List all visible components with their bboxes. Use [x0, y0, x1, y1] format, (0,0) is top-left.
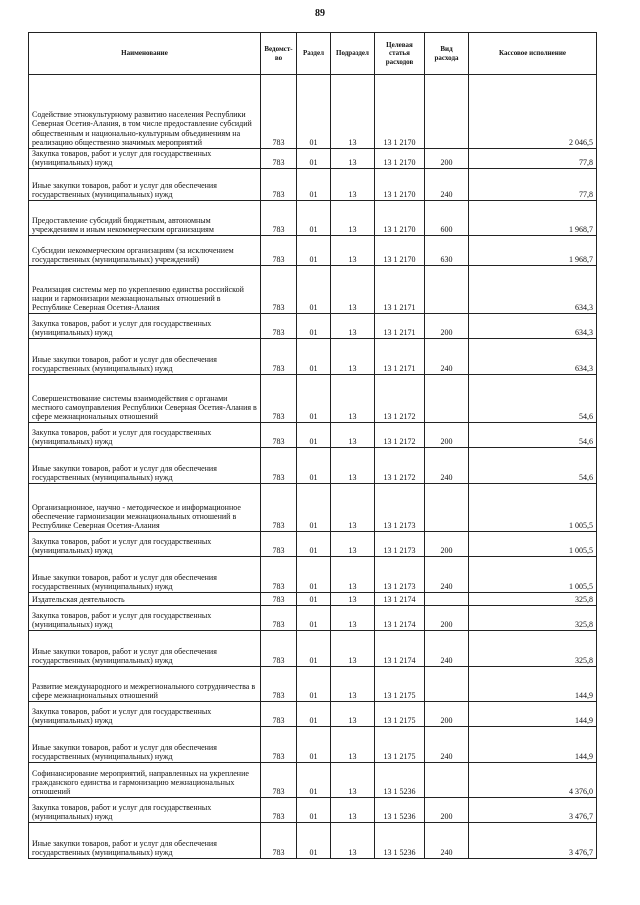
- row-execution-amount: 54,6: [469, 448, 597, 484]
- table-row: [29, 593, 597, 606]
- row-subsection: 13: [331, 75, 375, 149]
- row-expense-type: [425, 75, 469, 149]
- row-target-article: 13 1 2175: [375, 702, 425, 727]
- row-expense-type: 200: [425, 798, 469, 823]
- row-execution-amount: 1 005,5: [469, 532, 597, 557]
- row-section: 01: [297, 375, 331, 423]
- row-expense-type: 200: [425, 149, 469, 169]
- row-department: 783: [261, 763, 297, 798]
- row-section: 01: [297, 631, 331, 667]
- row-department: 783: [261, 339, 297, 375]
- row-section: 01: [297, 236, 331, 266]
- row-section: 01: [297, 266, 331, 314]
- table-row: [29, 532, 597, 557]
- table-row: [29, 631, 597, 667]
- table-row: [29, 606, 597, 631]
- row-execution-amount: 54,6: [469, 423, 597, 448]
- row-execution-amount: 1 005,5: [469, 484, 597, 532]
- row-department: 783: [261, 823, 297, 859]
- row-expense-type: [425, 763, 469, 798]
- row-subsection: 13: [331, 201, 375, 236]
- row-expense-type: 240: [425, 339, 469, 375]
- row-subsection: 13: [331, 448, 375, 484]
- row-name: Закупка товаров, работ и услуг для государственных (муниципальных) нужд: [29, 606, 261, 631]
- row-execution-amount: 1 968,7: [469, 236, 597, 266]
- table-row: [29, 236, 597, 266]
- row-expense-type: 240: [425, 169, 469, 201]
- table-row: [29, 201, 597, 236]
- row-subsection: 13: [331, 593, 375, 606]
- row-expense-type: 200: [425, 606, 469, 631]
- table-row: [29, 169, 597, 201]
- row-name: Софинансирование мероприятий, направленных на укрепление гражданского единства и гармонизацию межнациональных отношений: [29, 763, 261, 798]
- row-section: 01: [297, 823, 331, 859]
- row-subsection: 13: [331, 149, 375, 169]
- row-name: Развитие международного и межрегионального сотрудничества в сфере межнациональных отношений: [29, 667, 261, 702]
- table-row: [29, 314, 597, 339]
- row-subsection: 13: [331, 631, 375, 667]
- row-execution-amount: 2 046,5: [469, 75, 597, 149]
- row-subsection: 13: [331, 557, 375, 593]
- row-name: Субсидии некоммерческим организациям (за исключением государственных (муниципальных) учреждений): [29, 236, 261, 266]
- row-section: 01: [297, 448, 331, 484]
- row-execution-amount: 1 968,7: [469, 201, 597, 236]
- row-subsection: 13: [331, 823, 375, 859]
- row-department: 783: [261, 314, 297, 339]
- row-name: Иные закупки товаров, работ и услуг для обеспечения государственных (муниципальных) нужд: [29, 823, 261, 859]
- row-execution-amount: 54,6: [469, 375, 597, 423]
- row-name: Иные закупки товаров, работ и услуг для обеспечения государственных (муниципальных) нужд: [29, 448, 261, 484]
- row-execution-amount: 634,3: [469, 266, 597, 314]
- table-row: [29, 727, 597, 763]
- table-row: [29, 667, 597, 702]
- row-section: 01: [297, 593, 331, 606]
- table-row: [29, 423, 597, 448]
- row-department: 783: [261, 606, 297, 631]
- row-name: Закупка товаров, работ и услуг для государственных (муниципальных) нужд: [29, 798, 261, 823]
- table-row: [29, 484, 597, 532]
- row-target-article: 13 1 2174: [375, 631, 425, 667]
- row-execution-amount: 144,9: [469, 667, 597, 702]
- table-row: [29, 823, 597, 859]
- table-row: [29, 798, 597, 823]
- row-expense-type: 200: [425, 532, 469, 557]
- row-department: 783: [261, 375, 297, 423]
- row-expense-type: [425, 484, 469, 532]
- row-subsection: 13: [331, 339, 375, 375]
- row-name: Иные закупки товаров, работ и услуг для обеспечения государственных (муниципальных) нужд: [29, 339, 261, 375]
- row-department: 783: [261, 75, 297, 149]
- row-department: 783: [261, 201, 297, 236]
- table-row: [29, 763, 597, 798]
- row-department: 783: [261, 532, 297, 557]
- row-section: 01: [297, 423, 331, 448]
- row-execution-amount: 144,9: [469, 727, 597, 763]
- header-subsection: Подраздел: [331, 33, 375, 75]
- table-row: [29, 149, 597, 169]
- row-department: 783: [261, 149, 297, 169]
- row-department: 783: [261, 631, 297, 667]
- row-section: 01: [297, 557, 331, 593]
- row-target-article: 13 1 5236: [375, 798, 425, 823]
- row-execution-amount: 3 476,7: [469, 798, 597, 823]
- row-expense-type: 240: [425, 557, 469, 593]
- row-target-article: 13 1 5236: [375, 763, 425, 798]
- row-target-article: 13 1 2170: [375, 201, 425, 236]
- row-name: Иные закупки товаров, работ и услуг для обеспечения государственных (муниципальных) нужд: [29, 631, 261, 667]
- row-department: 783: [261, 798, 297, 823]
- row-subsection: 13: [331, 702, 375, 727]
- row-section: 01: [297, 532, 331, 557]
- row-subsection: 13: [331, 423, 375, 448]
- row-execution-amount: 1 005,5: [469, 557, 597, 593]
- row-name: Реализация системы мер по укреплению единства российской нации и гармонизации межнациональных отношений в Республике Северная Осетия-Алания: [29, 266, 261, 314]
- row-execution-amount: 4 376,0: [469, 763, 597, 798]
- row-section: 01: [297, 727, 331, 763]
- row-execution-amount: 325,8: [469, 593, 597, 606]
- row-name: Закупка товаров, работ и услуг для государственных (муниципальных) нужд: [29, 149, 261, 169]
- row-name: Закупка товаров, работ и услуг для государственных (муниципальных) нужд: [29, 423, 261, 448]
- row-target-article: 13 1 2170: [375, 236, 425, 266]
- row-department: 783: [261, 448, 297, 484]
- row-section: 01: [297, 75, 331, 149]
- budget-execution-table: [28, 32, 597, 859]
- row-execution-amount: 77,8: [469, 149, 597, 169]
- row-target-article: 13 1 2171: [375, 266, 425, 314]
- row-subsection: 13: [331, 532, 375, 557]
- row-name: Предоставление субсидий бюджетным, автономным учреждениям и иным некоммерческим организациям: [29, 201, 261, 236]
- header-execution: Кассовое исполнение: [469, 33, 597, 75]
- row-expense-type: [425, 593, 469, 606]
- row-target-article: 13 1 2172: [375, 375, 425, 423]
- header-target-article: Целевая статья расходов: [375, 33, 425, 75]
- header-name: Наименование: [29, 33, 261, 75]
- row-section: 01: [297, 149, 331, 169]
- row-expense-type: 240: [425, 823, 469, 859]
- row-department: 783: [261, 266, 297, 314]
- row-execution-amount: 77,8: [469, 169, 597, 201]
- table-header-row: [29, 33, 597, 75]
- header-expense-type: Вид расхода: [425, 33, 469, 75]
- row-section: 01: [297, 667, 331, 702]
- row-target-article: 13 1 5236: [375, 823, 425, 859]
- row-department: 783: [261, 169, 297, 201]
- row-department: 783: [261, 667, 297, 702]
- row-expense-type: 240: [425, 448, 469, 484]
- row-section: 01: [297, 606, 331, 631]
- row-target-article: 13 1 2175: [375, 667, 425, 702]
- row-target-article: 13 1 2171: [375, 314, 425, 339]
- header-department: Ведомст-во: [261, 33, 297, 75]
- row-expense-type: [425, 667, 469, 702]
- row-name: Содействие этнокультурному развитию населения Республики Северная Осетия-Алания, в том числе предоставление субсидий общественным и национально-культурным объединениям на реализацию общественно значимых мероприятий: [29, 75, 261, 149]
- row-name: Издательская деятельность: [29, 593, 261, 606]
- row-section: 01: [297, 702, 331, 727]
- row-subsection: 13: [331, 667, 375, 702]
- table-row: [29, 557, 597, 593]
- row-subsection: 13: [331, 266, 375, 314]
- row-section: 01: [297, 798, 331, 823]
- row-subsection: 13: [331, 484, 375, 532]
- table-row: [29, 702, 597, 727]
- row-expense-type: [425, 266, 469, 314]
- row-target-article: 13 1 2170: [375, 149, 425, 169]
- row-section: 01: [297, 169, 331, 201]
- row-name: Иные закупки товаров, работ и услуг для обеспечения государственных (муниципальных) нужд: [29, 727, 261, 763]
- row-section: 01: [297, 763, 331, 798]
- row-execution-amount: 325,8: [469, 631, 597, 667]
- row-department: 783: [261, 423, 297, 448]
- row-name: Закупка товаров, работ и услуг для государственных (муниципальных) нужд: [29, 314, 261, 339]
- row-target-article: 13 1 2170: [375, 169, 425, 201]
- row-target-article: 13 1 2174: [375, 593, 425, 606]
- row-department: 783: [261, 593, 297, 606]
- row-expense-type: [425, 375, 469, 423]
- row-target-article: 13 1 2173: [375, 532, 425, 557]
- row-target-article: 13 1 2173: [375, 557, 425, 593]
- table-body: [29, 75, 597, 859]
- row-expense-type: 200: [425, 702, 469, 727]
- row-section: 01: [297, 484, 331, 532]
- row-name: Закупка товаров, работ и услуг для государственных (муниципальных) нужд: [29, 532, 261, 557]
- row-target-article: 13 1 2174: [375, 606, 425, 631]
- row-expense-type: 200: [425, 314, 469, 339]
- row-department: 783: [261, 236, 297, 266]
- row-execution-amount: 3 476,7: [469, 823, 597, 859]
- table-row: [29, 375, 597, 423]
- row-subsection: 13: [331, 606, 375, 631]
- row-name: Организационное, научно - методическое и информационное обеспечение гармонизации межнациональных отношений в Республике Северная Осетия-Алания: [29, 484, 261, 532]
- row-execution-amount: 634,3: [469, 314, 597, 339]
- row-expense-type: 600: [425, 201, 469, 236]
- row-section: 01: [297, 339, 331, 375]
- row-department: 783: [261, 484, 297, 532]
- row-expense-type: 240: [425, 631, 469, 667]
- row-expense-type: 630: [425, 236, 469, 266]
- table-row: [29, 266, 597, 314]
- row-target-article: 13 1 2175: [375, 727, 425, 763]
- row-execution-amount: 325,8: [469, 606, 597, 631]
- row-target-article: 13 1 2171: [375, 339, 425, 375]
- header-section: Раздел: [297, 33, 331, 75]
- table-row: [29, 75, 597, 149]
- row-name: Иные закупки товаров, работ и услуг для обеспечения государственных (муниципальных) нужд: [29, 169, 261, 201]
- row-execution-amount: 634,3: [469, 339, 597, 375]
- row-name: Иные закупки товаров, работ и услуг для обеспечения государственных (муниципальных) нужд: [29, 557, 261, 593]
- row-section: 01: [297, 314, 331, 339]
- row-name: Закупка товаров, работ и услуг для государственных (муниципальных) нужд: [29, 702, 261, 727]
- row-subsection: 13: [331, 763, 375, 798]
- row-name: Совершенствование системы взаимодействия с органами местного самоуправления Республики Северная Осетия-Алания в сфере межнациональных отношений: [29, 375, 261, 423]
- row-target-article: 13 1 2172: [375, 448, 425, 484]
- row-subsection: 13: [331, 236, 375, 266]
- row-expense-type: 200: [425, 423, 469, 448]
- row-subsection: 13: [331, 375, 375, 423]
- table-row: [29, 339, 597, 375]
- row-section: 01: [297, 201, 331, 236]
- row-subsection: 13: [331, 727, 375, 763]
- row-target-article: 13 1 2170: [375, 75, 425, 149]
- row-department: 783: [261, 557, 297, 593]
- row-execution-amount: 144,9: [469, 702, 597, 727]
- row-subsection: 13: [331, 798, 375, 823]
- page-number: 89: [315, 8, 325, 19]
- row-target-article: 13 1 2172: [375, 423, 425, 448]
- row-subsection: 13: [331, 169, 375, 201]
- row-expense-type: 240: [425, 727, 469, 763]
- row-target-article: 13 1 2173: [375, 484, 425, 532]
- row-department: 783: [261, 727, 297, 763]
- table-row: [29, 448, 597, 484]
- row-subsection: 13: [331, 314, 375, 339]
- row-department: 783: [261, 702, 297, 727]
